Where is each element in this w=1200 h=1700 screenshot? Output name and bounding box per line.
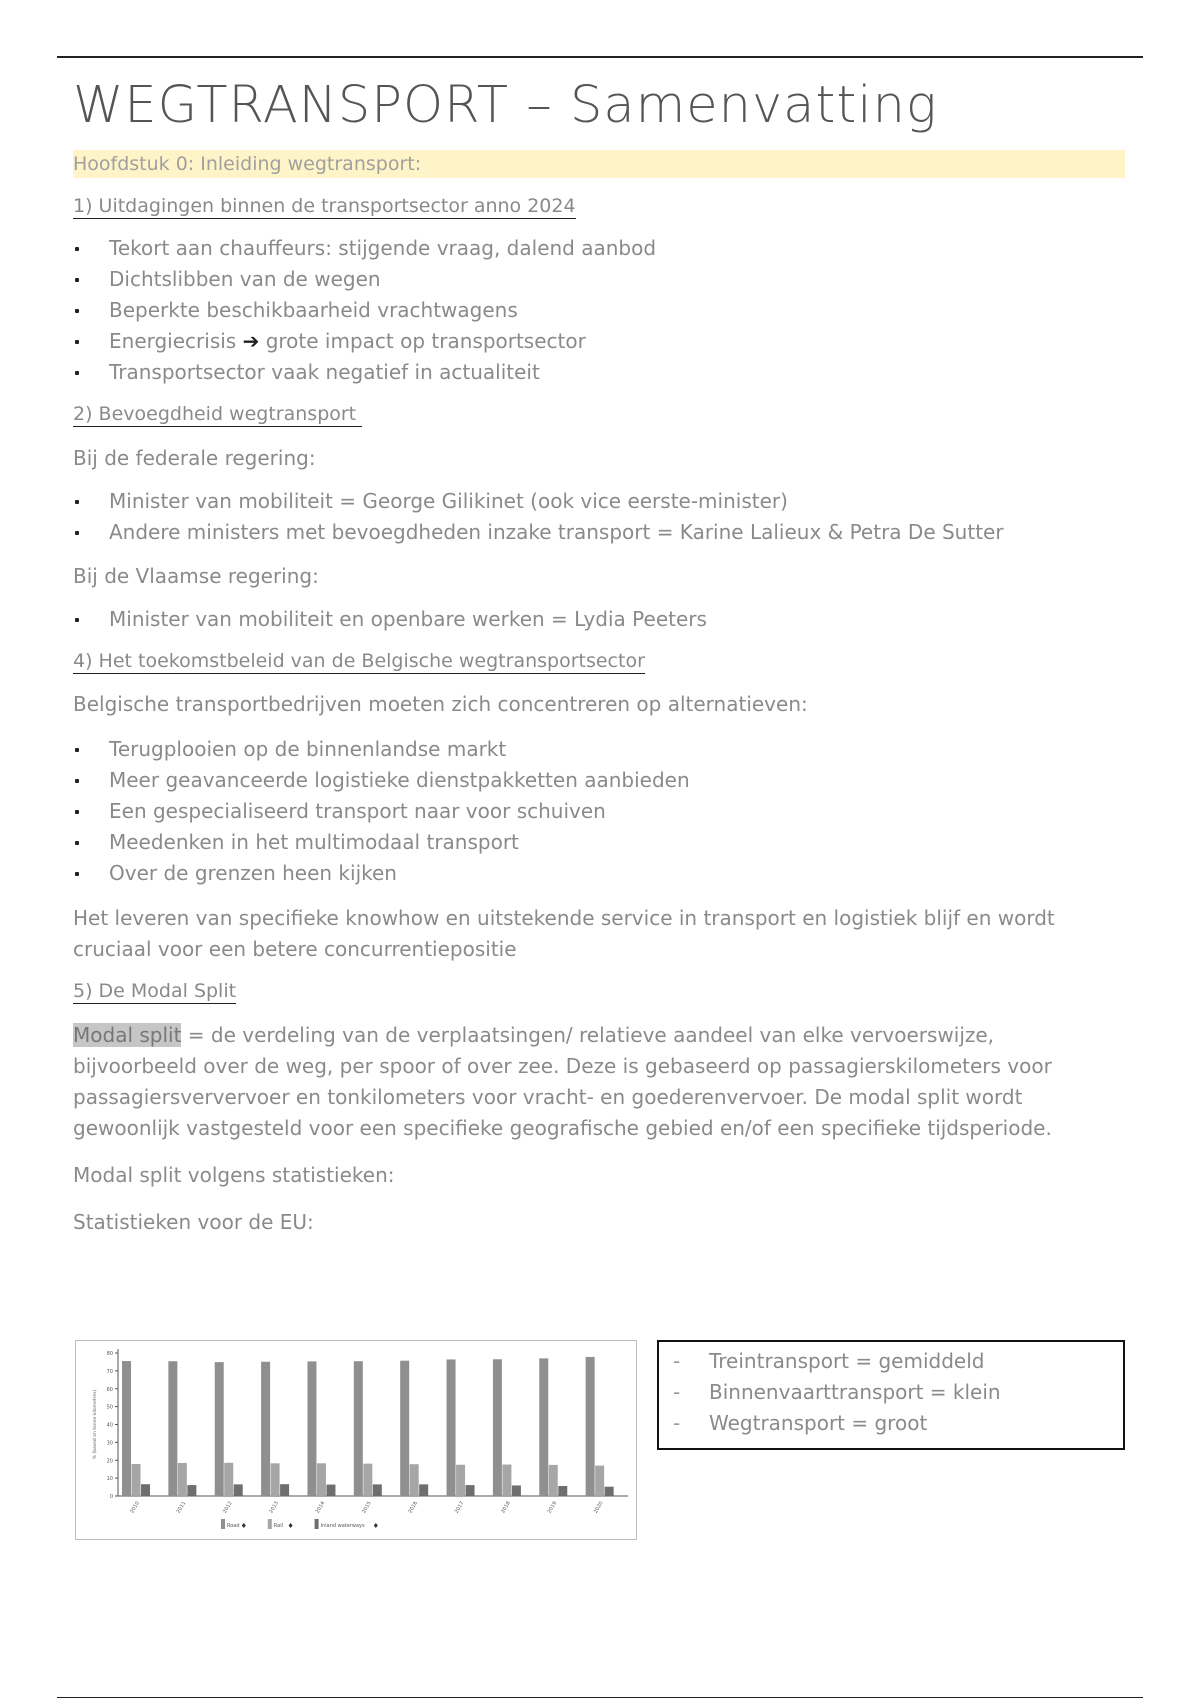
y-tick-label: 50 (106, 1404, 113, 1411)
bar-rail (271, 1463, 280, 1496)
list-item: Terugplooien op de binnenlandse markt (73, 734, 1133, 765)
challenges-list (73, 233, 1133, 388)
bar-road (447, 1359, 456, 1496)
federal-list (73, 486, 1133, 548)
legend-diamond-icon (374, 1523, 378, 1528)
y-tick-label: 40 (106, 1422, 113, 1429)
list-item: Dichtslibben van de wegen (73, 264, 1133, 295)
bar-inland-waterways (419, 1484, 428, 1496)
bar-rail (224, 1463, 233, 1496)
legend-diamond-icon (289, 1523, 293, 1528)
legend-label: Road (227, 1523, 240, 1529)
definition-text: = de verdeling van de verplaatsingen/ relatieve aandeel van elke vervoerswijze, bijvoorbeeld over de weg, per spoor of over zee. Deze is gebaseerd op passagierskilometers voor passagiersververvoer en tonkilometers voor vracht- en goederenvervoer. De modal split wordt gewoonlijk vastgesteld voor een specifieke geografische gebied en/of een specifieke tijdsperiode. (73, 1023, 1052, 1140)
x-tick-label: 2019 (546, 1500, 559, 1515)
y-tick-label: 80 (106, 1351, 113, 1357)
list-item: Andere ministers met bevoegdheden inzake transport = Karine Lalieux & Petra De Sutter (73, 517, 1133, 548)
section-4-conclusion: Het leveren van specifieke knowhow en uitstekende service in transport en logistiek blijf en wordt cruciaal voor een betere concurrentiepositie (73, 906, 1055, 961)
bar-inland-waterways (466, 1485, 475, 1496)
bar-rail (178, 1463, 187, 1496)
legend-swatch (315, 1519, 319, 1529)
legend-swatch (221, 1519, 225, 1529)
legend-label: Rail (273, 1523, 284, 1529)
bottom-rule (57, 1697, 1143, 1698)
legend-swatch (268, 1519, 272, 1529)
y-tick-label: 60 (106, 1386, 113, 1393)
bar-rail (595, 1466, 604, 1496)
bar-rail (502, 1465, 511, 1496)
section-4-heading: 4) Het toekomstbeleid van de Belgische wegtransportsector (73, 650, 645, 672)
alternatives-list (73, 734, 1133, 889)
flemish-list (73, 604, 1133, 635)
modal-split-definition (73, 1020, 1103, 1144)
summary-list (671, 1346, 1123, 1439)
x-tick-label: 2020 (592, 1500, 605, 1515)
x-tick-label: 2013 (268, 1500, 281, 1515)
chapter-heading: Hoofdstuk 0: Inleiding wegtransport: (73, 150, 1125, 178)
bar-inland-waterways (373, 1484, 382, 1496)
x-tick-label: 2017 (453, 1500, 466, 1515)
bar-rail (132, 1464, 141, 1496)
list-item-text: grote impact op transportsector (265, 329, 586, 353)
list-item: - Binnenvaarttransport = klein (671, 1377, 1123, 1408)
list-item: Transportsector vaak negatief in actualiteit (73, 357, 1133, 388)
highlighted-term: Modal split (73, 1023, 182, 1047)
legend-diamond-icon (242, 1523, 246, 1528)
bar-road (400, 1361, 409, 1496)
y-axis-label: % (based on tonne-kilometres) (93, 1389, 98, 1460)
x-tick-label: 2010 (129, 1500, 141, 1515)
bar-road (168, 1361, 177, 1496)
list-item: Beperkte beschikbaarheid vrachtwagens (73, 295, 1133, 326)
page-title: WEGTRANSPORT – Samenvatting (73, 76, 938, 135)
top-rule (57, 56, 1143, 58)
modal-split-chart (75, 1340, 637, 1540)
bar-road (307, 1361, 316, 1496)
x-tick-label: 2011 (175, 1500, 188, 1515)
list-item (73, 326, 1133, 357)
bar-road (586, 1357, 595, 1496)
y-tick-label: 10 (106, 1476, 113, 1483)
bar-inland-waterways (187, 1485, 196, 1496)
flemish-intro: Bij de Vlaamse regering: (73, 564, 319, 588)
bar-inland-waterways (512, 1485, 521, 1496)
federal-intro: Bij de federale regering: (73, 446, 316, 470)
bar-rail (456, 1465, 465, 1496)
bar-road (122, 1361, 131, 1496)
bar-inland-waterways (558, 1486, 567, 1496)
list-item: Minister van mobiliteit en openbare werken = Lydia Peeters (73, 604, 1133, 635)
bar-road (493, 1359, 502, 1496)
bar-chart-svg (76, 1341, 636, 1539)
list-item: Meer geavanceerde logistieke dienstpakketten aanbieden (73, 765, 1133, 796)
bar-rail (549, 1465, 558, 1496)
document-page (73, 62, 1133, 1238)
bar-inland-waterways (234, 1484, 243, 1496)
bar-inland-waterways (280, 1484, 289, 1496)
x-tick-label: 2015 (361, 1500, 373, 1515)
list-item: Meedenken in het multimodaal transport (73, 827, 1133, 858)
stats-intro: Modal split volgens statistieken: (73, 1163, 395, 1187)
list-item: Minister van mobiliteit = George Gilikinet (ook vice eerste-minister) (73, 486, 1133, 517)
bar-inland-waterways (141, 1484, 150, 1496)
x-tick-label: 2016 (407, 1500, 420, 1515)
x-tick-label: 2014 (314, 1500, 327, 1515)
section-4-intro: Belgische transportbedrijven moeten zich concentreren op alternatieven: (73, 692, 808, 716)
y-tick-label: 0 (109, 1494, 113, 1500)
bar-road (539, 1358, 548, 1496)
eu-intro: Statistieken voor de EU: (73, 1210, 314, 1234)
bar-road (354, 1361, 363, 1496)
bar-road (261, 1362, 270, 1496)
bar-rail (410, 1464, 419, 1496)
x-tick-label: 2018 (500, 1500, 512, 1515)
bar-inland-waterways (605, 1487, 614, 1496)
bar-road (215, 1362, 224, 1496)
arrow-right-icon: ➔ (242, 329, 260, 353)
list-item: Tekort aan chauffeurs: stijgende vraag, dalend aanbod (73, 233, 1133, 264)
section-1-heading: 1) Uitdagingen binnen de transportsector anno 2024 (73, 195, 576, 217)
list-item: Een gespecialiseerd transport naar voor schuiven (73, 796, 1133, 827)
y-tick-label: 70 (106, 1368, 113, 1375)
section-2-heading: 2) Bevoegdheid wegtransport (73, 402, 362, 427)
legend-label: Inland waterways (320, 1523, 365, 1529)
bar-inland-waterways (326, 1485, 335, 1496)
x-tick-label: 2012 (222, 1500, 234, 1515)
list-item: Over de grenzen heen kijken (73, 858, 1133, 889)
section-5-heading: 5) De Modal Split (73, 980, 237, 1002)
bar-rail (317, 1463, 326, 1496)
y-tick-label: 20 (106, 1458, 113, 1465)
transport-summary-box (657, 1340, 1125, 1450)
list-item-text: Energiecrisis (109, 329, 237, 353)
y-tick-label: 30 (106, 1440, 113, 1447)
list-item: - Treintransport = gemiddeld (671, 1346, 1123, 1377)
list-item: - Wegtransport = groot (671, 1408, 1123, 1439)
bar-rail (363, 1464, 372, 1496)
